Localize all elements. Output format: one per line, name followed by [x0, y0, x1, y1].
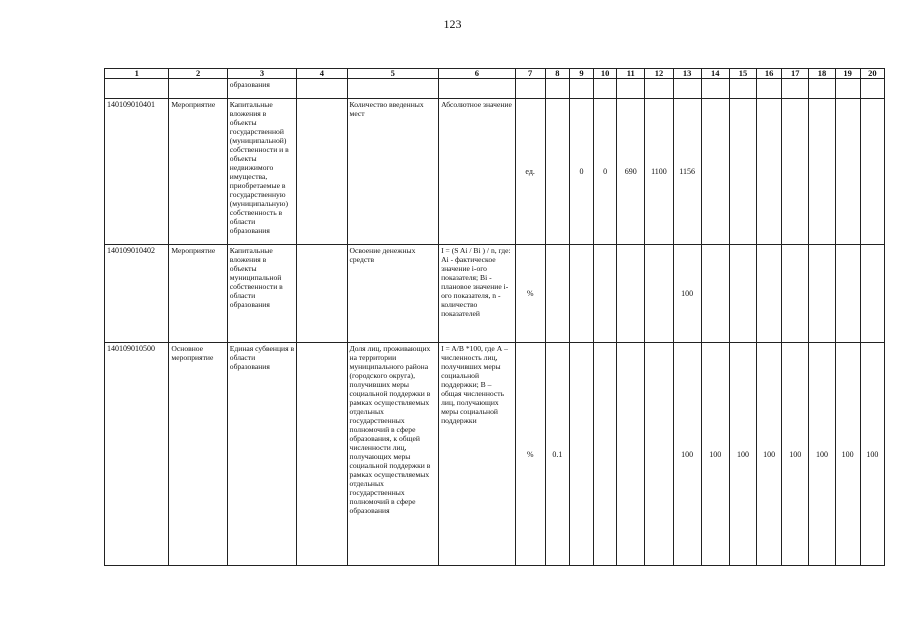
- value-cell: [545, 99, 569, 245]
- value-cell: 0.1: [545, 343, 569, 566]
- value-cell: [782, 245, 809, 343]
- value-cell: 1100: [645, 99, 673, 245]
- value-cell: [757, 245, 782, 343]
- column-header: 6: [439, 69, 515, 79]
- column-header: 8: [545, 69, 569, 79]
- row-unit: %: [515, 245, 545, 343]
- table-row: [105, 79, 885, 99]
- column-header: 12: [645, 69, 673, 79]
- value-cell: [835, 79, 860, 99]
- value-cell: [594, 343, 617, 566]
- value-cell: 0: [569, 99, 593, 245]
- row-col4: [297, 99, 347, 245]
- value-cell: [860, 245, 884, 343]
- column-header: 18: [809, 69, 835, 79]
- table-row: [105, 99, 885, 245]
- row-code: 140109010402: [105, 245, 169, 343]
- value-cell: [645, 79, 673, 99]
- value-cell: [757, 79, 782, 99]
- row-unit: ед.: [515, 99, 545, 245]
- row-method: Абсолютное значение: [439, 99, 515, 245]
- value-cell: 100: [809, 343, 835, 566]
- row-type: [169, 79, 227, 99]
- row-name: Капитальные вложения в объекты государственной (муниципальной) собственности и в объекты недвижимого имущества, приобретаемые в государственную (муниципальную) собственность в области образования: [227, 99, 296, 245]
- row-name: Капитальные вложения в объекты муниципальной собственности в области образования: [227, 245, 296, 343]
- column-header: 10: [594, 69, 617, 79]
- value-cell: [809, 79, 835, 99]
- value-cell: 100: [701, 343, 729, 566]
- row-col4: [297, 343, 347, 566]
- column-header: 20: [860, 69, 884, 79]
- value-cell: [809, 99, 835, 245]
- value-cell: [617, 245, 645, 343]
- value-cell: 1156: [673, 99, 701, 245]
- row-col4: [297, 79, 347, 99]
- column-header: 3: [227, 69, 296, 79]
- value-cell: [860, 99, 884, 245]
- value-cell: [835, 99, 860, 245]
- value-cell: [757, 99, 782, 245]
- row-unit: %: [515, 343, 545, 566]
- column-header: 13: [673, 69, 701, 79]
- row-method: I = (S Ai / Bi ) / n, где: Ai - фактическое значение i-ого показателя; Bi - плановое значение i-ого показателя, n - количество показателей: [439, 245, 515, 343]
- column-header: 5: [347, 69, 439, 79]
- value-cell: [701, 79, 729, 99]
- row-code: [105, 79, 169, 99]
- row-indicator: [347, 79, 439, 99]
- value-cell: 0: [594, 99, 617, 245]
- page-number: 123: [443, 17, 462, 31]
- value-cell: [673, 79, 701, 99]
- value-cell: [594, 245, 617, 343]
- value-cell: [701, 245, 729, 343]
- value-cell: [569, 245, 593, 343]
- value-cell: [545, 79, 569, 99]
- row-name: образования: [227, 79, 296, 99]
- column-header: 1: [105, 69, 169, 79]
- value-cell: 100: [782, 343, 809, 566]
- value-cell: [617, 79, 645, 99]
- column-header: 16: [757, 69, 782, 79]
- row-code: 140109010500: [105, 343, 169, 566]
- value-cell: [782, 79, 809, 99]
- value-cell: [729, 79, 756, 99]
- row-code: 140109010401: [105, 99, 169, 245]
- value-cell: 100: [673, 343, 701, 566]
- value-cell: [860, 79, 884, 99]
- table-row: [105, 245, 885, 343]
- value-cell: [594, 79, 617, 99]
- row-indicator: Освоение денежных средств: [347, 245, 439, 343]
- value-cell: [569, 79, 593, 99]
- value-cell: 100: [757, 343, 782, 566]
- row-type: Мероприятие: [169, 245, 227, 343]
- value-cell: [809, 245, 835, 343]
- column-header: 4: [297, 69, 347, 79]
- value-cell: 100: [673, 245, 701, 343]
- column-header: 7: [515, 69, 545, 79]
- column-header: 17: [782, 69, 809, 79]
- value-cell: [701, 99, 729, 245]
- value-cell: 100: [835, 343, 860, 566]
- value-cell: [617, 343, 645, 566]
- column-header: 19: [835, 69, 860, 79]
- value-cell: [835, 245, 860, 343]
- indicator-table: [104, 68, 885, 566]
- column-header: 2: [169, 69, 227, 79]
- value-cell: [782, 99, 809, 245]
- table-row: [105, 343, 885, 566]
- value-cell: 690: [617, 99, 645, 245]
- value-cell: [645, 245, 673, 343]
- column-header: 15: [729, 69, 756, 79]
- value-cell: [729, 245, 756, 343]
- row-type: Мероприятие: [169, 99, 227, 245]
- value-cell: [569, 343, 593, 566]
- row-unit: [515, 79, 545, 99]
- row-method: [439, 79, 515, 99]
- row-name: Единая субвенция в области образования: [227, 343, 296, 566]
- row-method: I = A/B *100, где А – численность лиц, получивших меры социальной поддержки; В – общая численность лиц, получающих меры социальной поддержки: [439, 343, 515, 566]
- value-cell: [545, 245, 569, 343]
- row-type: Основное мероприятие: [169, 343, 227, 566]
- column-header: 11: [617, 69, 645, 79]
- value-cell: [645, 343, 673, 566]
- value-cell: 100: [860, 343, 884, 566]
- table-body: [105, 69, 885, 566]
- value-cell: 100: [729, 343, 756, 566]
- column-number-header: [105, 69, 885, 79]
- column-header: 14: [701, 69, 729, 79]
- row-indicator: Количество введенных мест: [347, 99, 439, 245]
- row-indicator: Доля лиц, проживающих на территории муниципального района (городского округа), получивших меры социальной поддержки в рамках осуществляемых отдельных государственных полномочий в сфере образования, к общей численности лиц, получающих меры социальной поддержки в рамках осуществляемых отдельных государственных полномочий в сфере образования: [347, 343, 439, 566]
- value-cell: [729, 99, 756, 245]
- column-header: 9: [569, 69, 593, 79]
- row-col4: [297, 245, 347, 343]
